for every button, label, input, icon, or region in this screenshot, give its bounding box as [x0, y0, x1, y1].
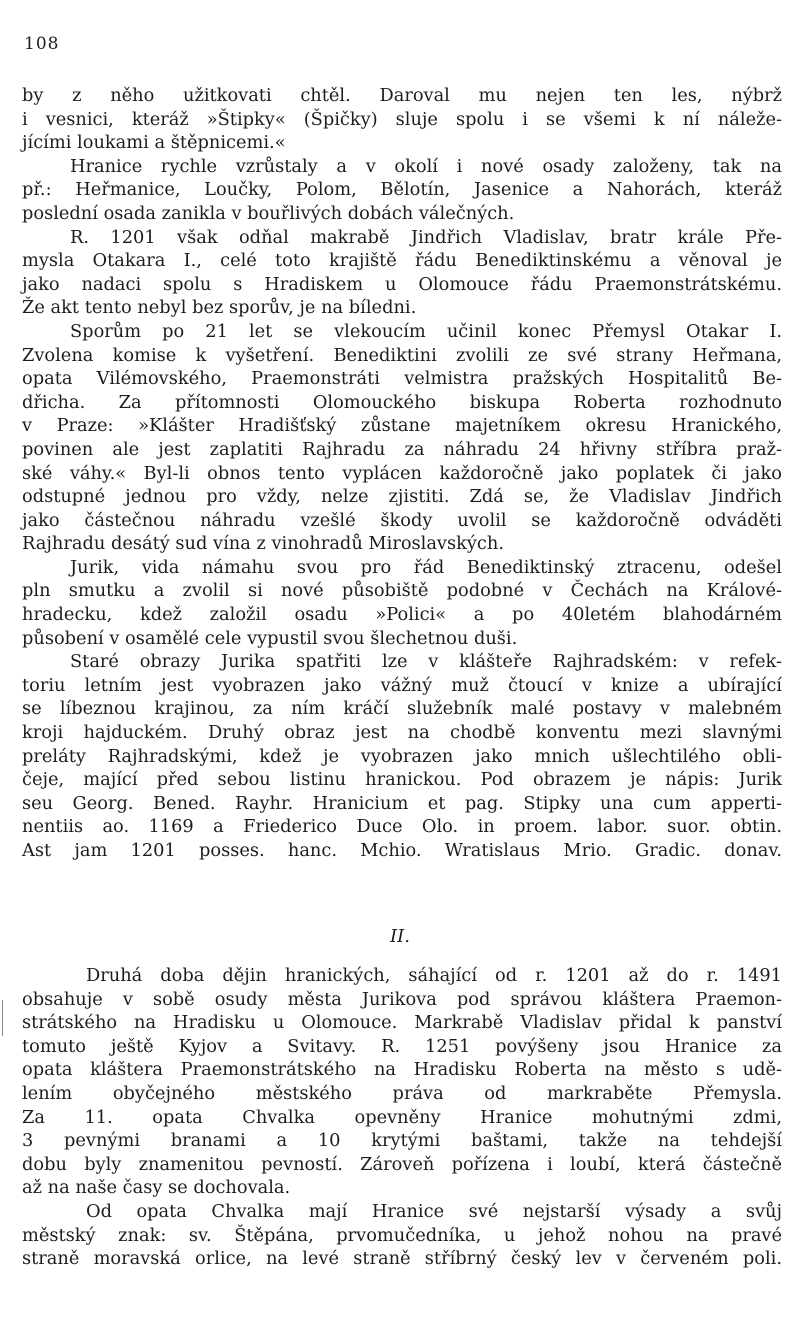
text-line: R. 1201 však odňal makrabě Jindřich Vladislav, bratr krále Pře- — [70, 226, 782, 248]
text-line: působení v osamělé cele vypustil svou šlechetnou duši. — [22, 627, 518, 649]
text-line: i vesnici, kteráž »Štipky« (Špičky) sluje spolu i se všemi k ní náleže- — [22, 108, 782, 130]
text-line: kroji hajduckém. Druhý obraz jest na chodbě konventu mezi slavnými — [22, 722, 782, 744]
text-line: Sporům po 21 let se vlekoucím učinil konec Přemysl Otakar I. — [70, 320, 782, 342]
text-line: Zvolena komise k vyšetření. Benediktini zvolili ze své strany Heřmana, — [22, 344, 782, 366]
text-line: Rajhradu desátý sud vína z vinohradů Miroslavských. — [22, 533, 504, 555]
text-line: ské váhy.« Byl-li obnos tento vyplácen každoročně jako poplatek či jako — [22, 462, 782, 484]
text-line: Za 11. opata Chvalka opevněny Hranice mohutnými zdmi, — [22, 1106, 782, 1128]
margin-line — [2, 1000, 3, 1036]
text-line: poslední osada zanikla v bouřlivých dobách válečných. — [22, 202, 515, 224]
section-heading: II. — [390, 926, 410, 947]
text-line: 3 pevnými branami a 10 krytými baštami, takže na tehdejší — [22, 1130, 782, 1152]
text-line: př.: Heřmanice, Loučky, Polom, Bělotín, Jasenice a Nahorách, kteráž — [22, 179, 782, 201]
text-line: toriu letním jest vyobrazen jako vážný muž čtoucí v knize a ubírající — [22, 674, 782, 696]
text-line: Od opata Chvalka mají Hranice své nejstarší výsady a svůj — [86, 1200, 782, 1222]
text-line: Jurik, vida námahu svou pro řád Benediktinský ztracenu, odešel — [70, 556, 782, 578]
text-line: lením obyčejného městského práva od markraběte Přemysla. — [22, 1082, 782, 1104]
text-line: nentiis ao. 1169 a Friederico Duce Olo. in proem. labor. suor. obtin. — [22, 816, 782, 838]
text-line: městský znak: sv. Štěpána, prvomučedníka, u jehož nohou na pravé — [22, 1224, 782, 1246]
text-line: opata Vilémovského, Praemonstráti velmistra pražských Hospitalitů Be- — [22, 368, 782, 390]
text-line: preláty Rajhradskými, kdež je vyobrazen jako mnich ušlechtilého obli- — [22, 745, 782, 767]
text-line: čeje, mající před sebou listinu hranickou. Pod obrazem je nápis: Jurik — [22, 769, 782, 791]
section-1-text — [22, 84, 782, 863]
text-line: obsahuje v sobě osudy města Jurikova pod správou kláštera Praemon- — [22, 988, 782, 1010]
text-line: Hranice rychle vzrůstaly a v okolí i nové osady založeny, tak na — [70, 155, 782, 177]
text-line: seu Georg. Bened. Rayhr. Hranicium et pag. Stipky una cum apperti- — [22, 792, 782, 814]
section-2-text — [22, 964, 782, 1271]
text-line: Že akt tento nebyl bez sporův, je na bíledni. — [22, 297, 417, 319]
text-line: straně moravská orlice, na levé straně stříbrný český lev v červeném poli. — [22, 1248, 782, 1270]
text-line: jako nadaci spolu s Hradiskem u Olomouce řádu Praemonstrátskému. — [22, 273, 782, 295]
text-line: Druhá doba dějin hranických, sáhající od r. 1201 až do r. 1491 — [86, 965, 782, 986]
text-line: mysla Otakara I., celé toto krajiště řádu Benediktinskému a věnoval je — [22, 250, 782, 272]
text-line: jako částečnou náhradu vzešlé škody uvolil se každoročně odváděti — [22, 509, 782, 531]
page-number: 108 — [24, 34, 60, 54]
text-line: se líbeznou krajinou, za ním kráčí služebník malé postavy v malebném — [22, 698, 782, 720]
text-line: až na naše časy se dochovala. — [22, 1177, 291, 1199]
text-line: odstupné jednou pro vždy, nelze zjistiti. Zdá se, že Vladislav Jindřich — [22, 486, 782, 508]
text-line: hradecku, kdež založil osadu »Polici« a po 40letém blahodárném — [22, 604, 782, 626]
text-line: Staré obrazy Jurika spatřiti lze v klášteře Rajhradském: v refek- — [70, 651, 782, 673]
text-line: strátského na Hradisku u Olomouce. Markrabě Vladislav přidal k panství — [22, 1012, 782, 1034]
text-line: povinen ale jest zaplatiti Rajhradu za náhradu 24 hřivny stříbra praž- — [22, 438, 782, 460]
text-line: jícími loukami a štěpnicemi.« — [22, 132, 286, 154]
text-line: Ast jam 1201 posses. hanc. Mchio. Wratislaus Mrio. Gradic. donav. — [22, 840, 782, 861]
text-line: pln smutku a zvolil si nové působiště podobné v Čechách na Králové- — [22, 580, 782, 602]
text-line: v Praze: »Klášter Hradišťský zůstane majetníkem okresu Hranického, — [22, 415, 782, 437]
text-line: dobu byly znamenitou pevností. Zároveň pořízena i loubí, která částečně — [22, 1153, 782, 1175]
text-line: tomuto ještě Kyjov a Svitavy. R. 1251 povýšeny jsou Hranice za — [22, 1035, 782, 1057]
text-line: dřicha. Za přítomnosti Olomouckého biskupa Roberta rozhodnuto — [22, 391, 782, 413]
text-line: opata kláštera Praemonstrátského na Hradisku Roberta na město s udě- — [22, 1059, 782, 1081]
text-line: by z něho užitkovati chtěl. Daroval mu nejen ten les, nýbrž — [22, 85, 782, 106]
